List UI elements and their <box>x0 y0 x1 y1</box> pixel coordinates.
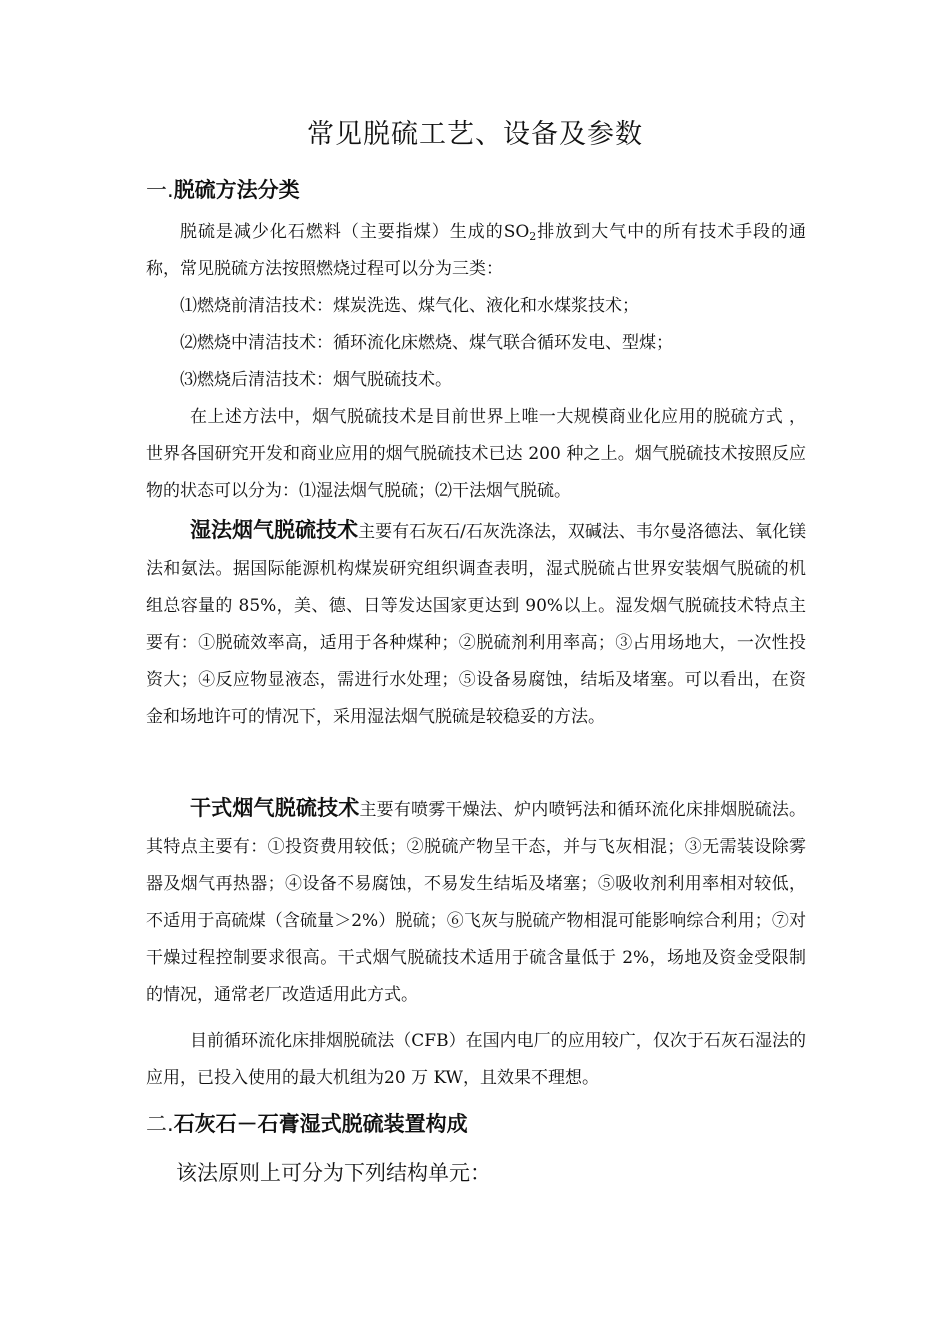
cfb-paragraph: 目前循环流化床排烟脱硫法（CFB）在国内电厂的应用较广，仅次于石灰石湿法的应用，已投入使用的最大机组为20 万 KW，且效果不理想。 <box>146 1031 806 1088</box>
section-1-heading <box>146 174 300 204</box>
section-1-title: 脱硫方法分类 <box>173 178 300 202</box>
so2-subscript: 2 <box>529 230 537 243</box>
section-1-number: 一. <box>146 178 174 202</box>
section-2-number: 二. <box>146 1112 174 1136</box>
section-2-intro: 该法原则上可分为下列结构单元： <box>176 1161 491 1185</box>
intro-text-a: 脱硫是减少化石燃料（主要指煤）生成的 <box>180 222 504 242</box>
method-item-2: ⑵燃烧中清洁技术：循环流化床燃烧、煤气联合循环发电、型煤； <box>180 333 673 353</box>
page-title: 常见脱硫工艺、设备及参数 <box>307 119 643 150</box>
fgd-paragraph: 在上述方法中，烟气脱硫技术是目前世界上唯一大规模商业化应用的脱硫方式 ，世界各国研究开发和商业应用的烟气脱硫技术已达 200 种之上。烟气脱硫技术按照反应物的状态可以分为：⑴湿法烟气脱硫；⑵干法烟气脱硫。 <box>146 407 806 501</box>
intro-text-b: 排放到大气中的所有技术手段的通称，常见脱硫方法按照燃烧过程可以分为三类： <box>146 222 807 279</box>
dry-fgd-body: 主要有喷雾干燥法、炉内喷钙法和循环流化床排烟脱硫法。其特点主要有：①投资费用较低；②脱硫产物呈干态，并与飞灰相混；③无需装设除雾器及烟气再热器；④设备不易腐蚀，不易发生结垢及堵塞；⑤吸收剂利用率相对较低，不适用于高硫煤（含硫量＞2%）脱硫；⑥飞灰与脱硫产物相混可能影响综合利用；⑦对干燥过程控制要求很高。干式烟气脱硫技术适用于硫含量低于 2%，场地及资金受限制的情况，通常老厂改造适用此方式。 <box>146 800 807 1005</box>
method-item-1: ⑴燃烧前清洁技术：煤炭洗选、煤气化、液化和水煤浆技术； <box>180 296 639 316</box>
so2-formula <box>504 222 537 242</box>
wet-fgd-body: 主要有石灰石/石灰洗涤法，双碱法、韦尔曼洛德法、氧化镁法和氨法。据国际能源机构煤炭研究组织调查表明，湿式脱硫占世界安装烟气脱硫的机组总容量的 85%，美、德、日等发达国家更达到 90%以上。湿发烟气脱硫技术特点主要有：①脱硫效率高，适用于各种煤种；②脱硫剂利用率高；③占用场地大，一次性投资大；④反应物显液态，需进行水处理；⑤设备易腐蚀，结垢及堵塞。可以看出，在资金和场地许可的情况下，采用湿法烟气脱硫是较稳妥的方法。 <box>146 522 806 727</box>
section-2-title: 石灰石－石膏湿式脱硫装置构成 <box>173 1112 468 1136</box>
method-item-3: ⑶燃烧后清洁技术：烟气脱硫技术。 <box>180 370 452 390</box>
wet-fgd-lead: 湿法烟气脱硫技术 <box>190 518 359 542</box>
so2-symbol: SO <box>503 222 530 242</box>
dry-fgd-paragraph <box>146 790 806 1014</box>
wet-fgd-paragraph <box>146 512 806 736</box>
intro-paragraph <box>146 214 806 288</box>
section-2-heading <box>146 1108 468 1138</box>
dry-fgd-lead: 干式烟气脱硫技术 <box>190 796 360 820</box>
